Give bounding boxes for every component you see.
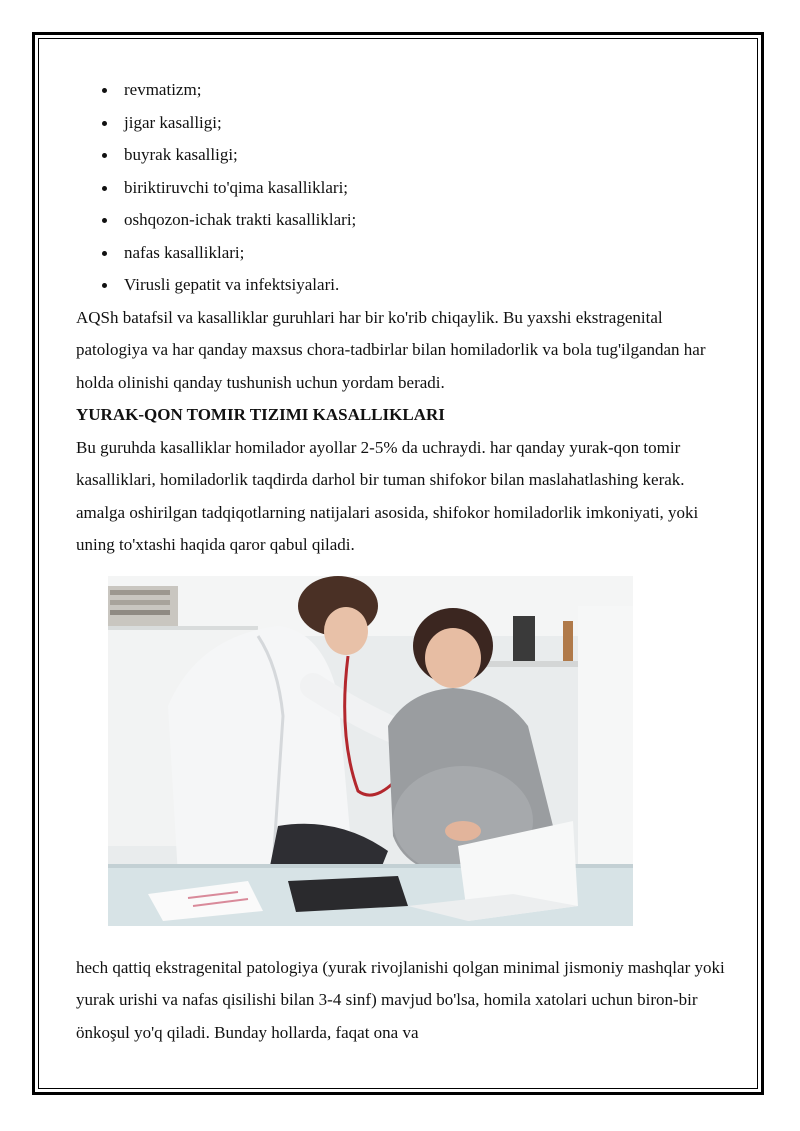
list-item bbox=[76, 107, 726, 140]
closing-paragraph: hech qattiq ekstragenital patologiya (yurak rivojlanishi qolgan minimal jismoniy mashqlar yoki yurak urishi va nafas qisilishi bilan 3-4 sinf) mavjud bo'lsa, homila xatolari uchun biron-bir önkoşul yo'q qiladi. Bunday hollarda, faqat ona va bbox=[76, 957, 725, 1042]
list-item bbox=[76, 172, 726, 205]
bullet-icon bbox=[102, 283, 107, 288]
section-paragraph: Bu guruhda kasalliklar homilador ayollar 2-5% da uchraydi. har qanday yurak-qon tomir kasalliklari, homiladorlik taqdirda darhol bir tuman shifokor bilan maslahatlashing kerak. amalga oshirilgan tadqiqotlarning natijalari asosida, shifokor homiladorlik imkoniyati, yoki uning to'xtashi haqida qaror qabul qiladi. bbox=[76, 437, 699, 554]
disease-list bbox=[76, 74, 726, 302]
bullet-icon bbox=[102, 88, 107, 93]
doctor-examining-pregnant-woman-photo bbox=[108, 576, 633, 926]
list-item bbox=[76, 269, 726, 302]
intro-paragraph: AQSh batafsil va kasalliklar guruhlari har bir ko'rib chiqaylik. Bu yaxshi ekstragenital patologiya va har qanday maxsus chora-tadbirlar bilan homiladorlik va bola tug'ilgandan har holda olinishi qanday tushunish uchun yordam beradi. bbox=[76, 307, 706, 392]
bullet-icon bbox=[102, 186, 107, 191]
list-item bbox=[76, 74, 726, 107]
list-item bbox=[76, 237, 726, 270]
bullet-icon bbox=[102, 218, 107, 223]
list-item bbox=[76, 139, 726, 172]
list-item-text: Virusli gepatit va infektsiyalari. bbox=[124, 275, 340, 294]
list-item bbox=[76, 204, 726, 237]
section-heading: YURAK-QON TOMIR TIZIMI KASALLIKLARI bbox=[76, 405, 445, 424]
bullet-icon bbox=[102, 121, 107, 126]
list-item-text: oshqozon-ichak trakti kasalliklari; bbox=[124, 210, 357, 229]
bullet-icon bbox=[102, 251, 107, 256]
list-item-text: nafas kasalliklari; bbox=[124, 242, 245, 262]
list-item-text: jigar kasalligi; bbox=[124, 112, 222, 132]
list-item-text: buyrak kasalligi; bbox=[124, 145, 238, 164]
list-item-text: revmatizm; bbox=[124, 80, 202, 99]
document-body bbox=[76, 74, 726, 1049]
bullet-icon bbox=[102, 153, 107, 158]
list-item-text: biriktiruvchi to'qima kasalliklari; bbox=[124, 177, 349, 197]
